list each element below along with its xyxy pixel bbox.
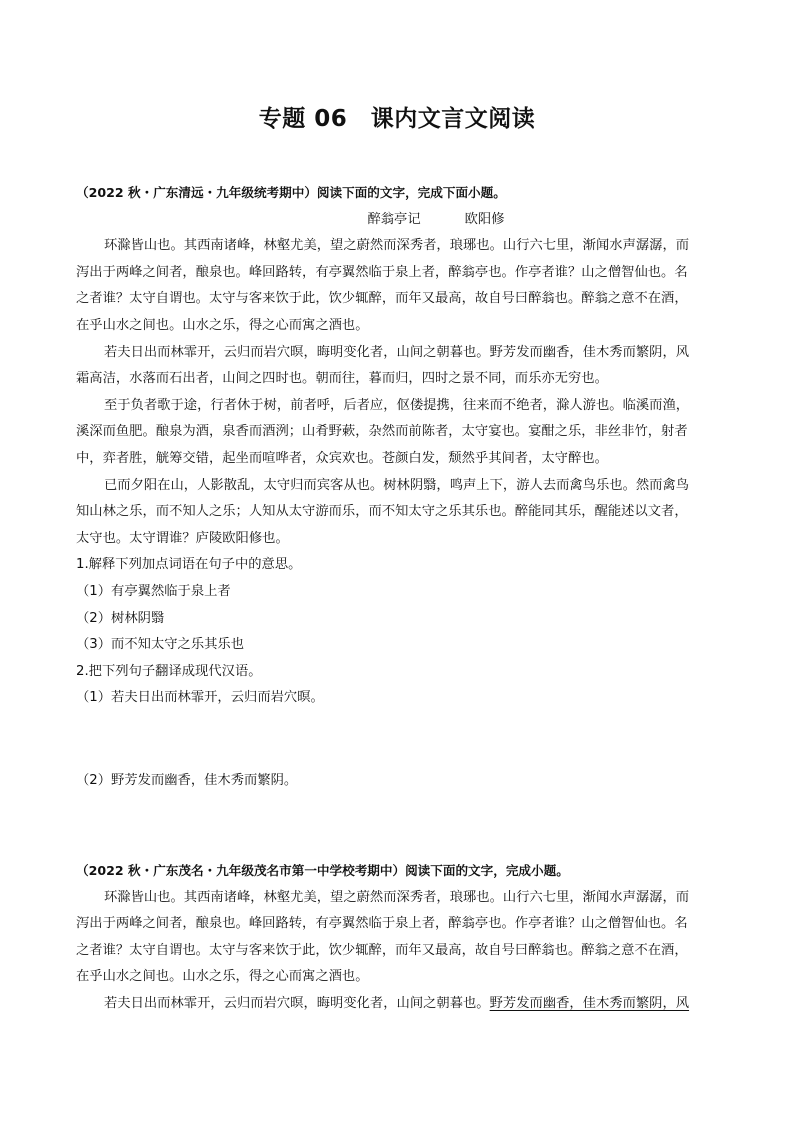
passage-line: 在乎山水之间也。山水之乐，得之心而寓之酒也。 xyxy=(76,317,369,333)
passage-2 xyxy=(76,858,724,1018)
question-1-item: （1）有亭翼然临于泉上者 xyxy=(76,583,231,599)
question-2-prompt: 2.把下列句子翻译成现代汉语。 xyxy=(76,663,262,679)
passage-line: 在乎山水之间也。山水之乐，得之心而寓之酒也。 xyxy=(76,969,369,985)
question-source: （2022 秋・广东清远・九年级统考期中）阅读下面的文字，完成下面小题。 xyxy=(76,185,506,200)
passage-line: 已而夕阳在山，人影散乱，太守归而宾客从也。树林阴翳，鸣声上下，游人去而禽鸟乐也。然而禽鸟 xyxy=(104,477,690,493)
passage-line: 知山林之乐，而不知人之乐；人知从太守游而乐，而不知太守之乐其乐也。醉能同其乐，醒能述以文者， xyxy=(76,504,688,520)
passage-line: 环滁皆山也。其西南诸峰，林壑尤美，望之蔚然而深秀者，琅琊也。山行六七里，渐闻水声潺潺，而 xyxy=(104,889,690,905)
answer-space xyxy=(76,712,724,768)
passage-line: 泻出于两峰之间者，酿泉也。峰回路转，有亭翼然临于泉上者，醉翁亭也。作亭者谁？山之僧智仙也。名 xyxy=(76,264,688,280)
passage-line: 若夫日出而林霏开，云归而岩穴暝，晦明变化者，山间之朝暮也。野芳发而幽香，佳木秀而繁阴，风 xyxy=(104,344,690,360)
passage-line: 太守也。太守谓谁？庐陵欧阳修也。 xyxy=(76,530,289,546)
underlined-sentence: 野芳发而幽香，佳木秀而繁阴，风 xyxy=(489,995,690,1011)
passage-line: 之者谁？太守自谓也。太守与客来饮于此，饮少辄醉，而年又最高，故自号曰醉翁也。醉翁之意不在酒， xyxy=(76,942,688,958)
question-1-prompt: 1.解释下列加点词语在句子中的意思。 xyxy=(76,557,302,573)
question-source: （2022 秋・广东茂名・九年级茂名市第一中学校考期中）阅读下面的文字，完成小题。 xyxy=(76,863,569,878)
passage-title: 醉翁亭记 xyxy=(367,211,421,227)
passage-line: 环滁皆山也。其西南诸峰，林壑尤美，望之蔚然而深秀者，琅琊也。山行六七里，渐闻水声潺潺，而 xyxy=(104,238,690,254)
passage-line: 霜高洁，水落而石出者，山间之四时也。朝而往，暮而归，四时之景不同，而乐亦无穷也。 xyxy=(76,371,608,387)
passage-line: 溪深而鱼肥。酿泉为酒，泉香而酒洌；山肴野蔌，杂然而前陈者，太守宴也。宴酣之乐，非丝非竹，射者 xyxy=(76,424,688,440)
passage-author: 欧阳修 xyxy=(464,211,505,227)
page-title: 专题 06 课内文言文阅读 xyxy=(258,106,536,132)
question-1-item: （2）树林阴翳 xyxy=(76,610,165,626)
question-2-item: （1）若夫日出而林霏开，云归而岩穴暝。 xyxy=(76,690,324,706)
passage-line xyxy=(76,991,724,1018)
question-2-item: （2）野芳发而幽香，佳木秀而繁阴。 xyxy=(76,772,298,788)
passage-1 xyxy=(76,180,724,794)
passage-text: 若夫日出而林霏开，云归而岩穴暝，晦明变化者，山间之朝暮也。 xyxy=(104,995,490,1011)
question-1-item: （3）而不知太守之乐其乐也 xyxy=(76,637,245,653)
passage-line: 之者谁？太守自谓也。太守与客来饮于此，饮少辄醉，而年又最高，故自号曰醉翁也。醉翁之意不在酒， xyxy=(76,291,688,307)
passage-line: 泻出于两峰之间者，酿泉也。峰回路转，有亭翼然临于泉上者，醉翁亭也。作亭者谁？山之僧智仙也。名 xyxy=(76,916,688,932)
passage-heading xyxy=(76,207,724,234)
passage-line: 至于负者歌于途，行者休于树，前者呼，后者应，伛偻提携，往来而不绝者，滁人游也。临溪而渔， xyxy=(104,397,690,413)
passage-line: 中，弈者胜，觥筹交错，起坐而喧哗者，众宾欢也。苍颜白发，颓然乎其间者，太守醉也。 xyxy=(76,450,608,466)
